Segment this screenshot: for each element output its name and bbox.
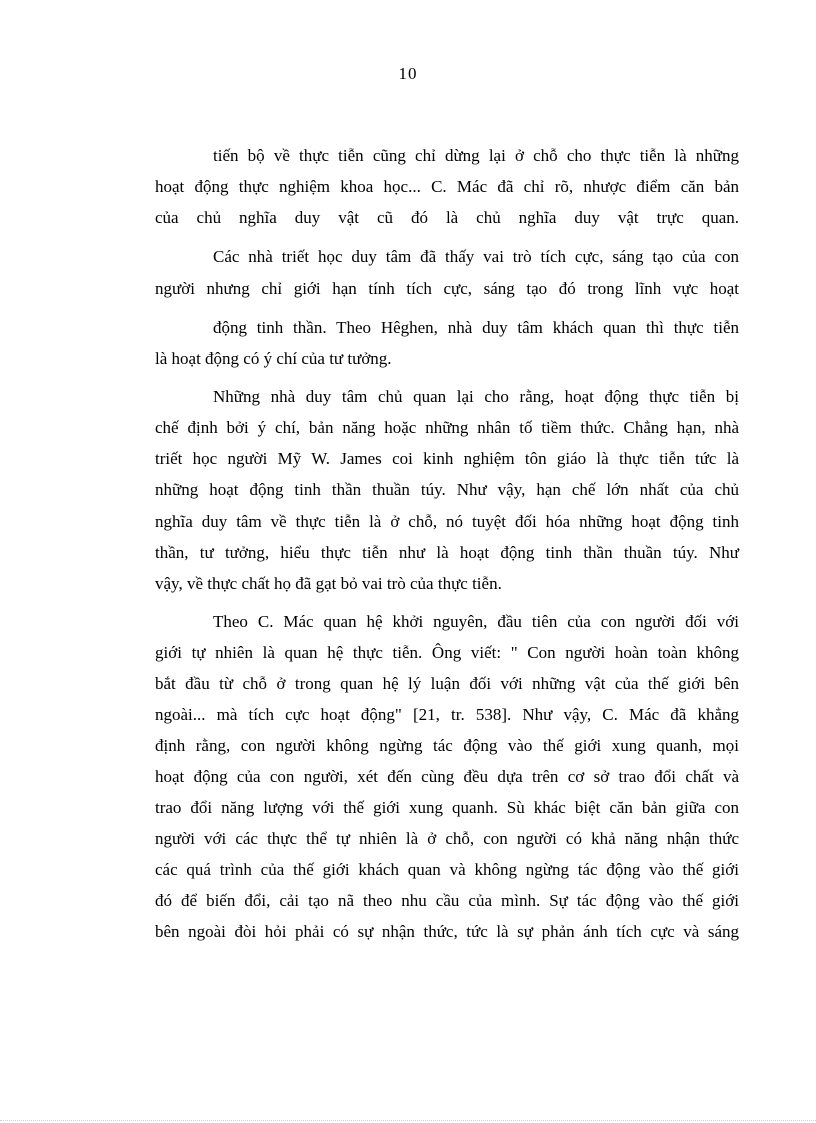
text-line: đó để biến đổi, cải tạo nã theo nhu cầu của mình. Sự tác động vào thế giới [155, 891, 739, 910]
text-line: Theo C. Mác quan hệ khởi nguyên, đầu tiên của con người đối với [213, 612, 739, 631]
text-line: của chủ nghĩa duy vật cũ đó là chủ nghĩa duy vật trực quan. [155, 208, 739, 227]
text-line: là hoạt động có ý chí của tư tưởng. [155, 349, 392, 368]
text-line: những hoạt động tinh thần thuần túy. Như vậy, hạn chế lớn nhất của chủ [155, 480, 739, 499]
text-line: bên ngoài đòi hỏi phải có sự nhận thức, tức là sự phản ánh tích cực và sáng [155, 922, 739, 941]
text-line: người nhưng chỉ giới hạn tính tích cực, sáng tạo đó trong lĩnh vực hoạt [155, 279, 739, 298]
text-line: hoạt động của con người, xét đến cùng đều dựa trên cơ sở trao đổi chất và [155, 767, 739, 786]
text-line: động tinh thần. Theo Hêghen, nhà duy tâm khách quan thì thực tiễn [213, 318, 739, 337]
text-line: vậy, về thực chất họ đã gạt bỏ vai trò của thực tiễn. [155, 574, 502, 593]
text-line: các quá trình của thế giới khách quan và không ngừng tác động vào thế giới [155, 860, 739, 879]
text-line: người với các thực thể tự nhiên là ở chỗ, con người có khả năng nhận thức [155, 829, 739, 848]
text-line: Các nhà triết học duy tâm đã thấy vai trò tích cực, sáng tạo của con [213, 247, 739, 266]
text-line: ngoài... mà tích cực hoạt động" [21, tr. 538]. Như vậy, C. Mác đã khẳng [155, 705, 739, 724]
text-line: hoạt động thực nghiệm khoa học... C. Mác đã chỉ rõ, nhược điểm căn bản [155, 177, 739, 196]
text-line: định rằng, con người không ngừng tác động vào thế giới xung quanh, mọi [155, 736, 739, 755]
text-line: bắt đầu từ chỗ ở trong quan hệ lý luận đối với những vật của thế giới bên [155, 674, 739, 693]
text-line: nghĩa duy tâm về thực tiễn là ở chỗ, nó tuyệt đối hóa những hoạt động tinh [155, 512, 739, 531]
text-line: giới tự nhiên là quan hệ thực tiễn. Ông viết: " Con người hoàn toàn không [155, 643, 739, 662]
text-line: Những nhà duy tâm chủ quan lại cho rằng, hoạt động thực tiễn bị [213, 387, 739, 406]
text-line: triết học người Mỹ W. James coi kinh nghiệm tôn giáo là thực tiễn tức là [155, 449, 739, 468]
text-line: tiến bộ về thực tiễn cũng chỉ dừng lại ở chỗ cho thực tiễn là những [213, 146, 739, 165]
text-line: thần, tư tưởng, hiểu thực tiễn như là hoạt động tinh thần thuần túy. Như [155, 543, 739, 562]
text-line: chế định bởi ý chí, bản năng hoặc những nhân tố tiềm thức. Chẳng hạn, nhà [155, 418, 739, 437]
page-bottom-divider [0, 1120, 816, 1121]
text-line: trao đổi năng lượng với thế giới xung quanh. Sù khác biệt căn bản giữa con [155, 798, 739, 817]
page-number: 10 [398, 64, 418, 83]
